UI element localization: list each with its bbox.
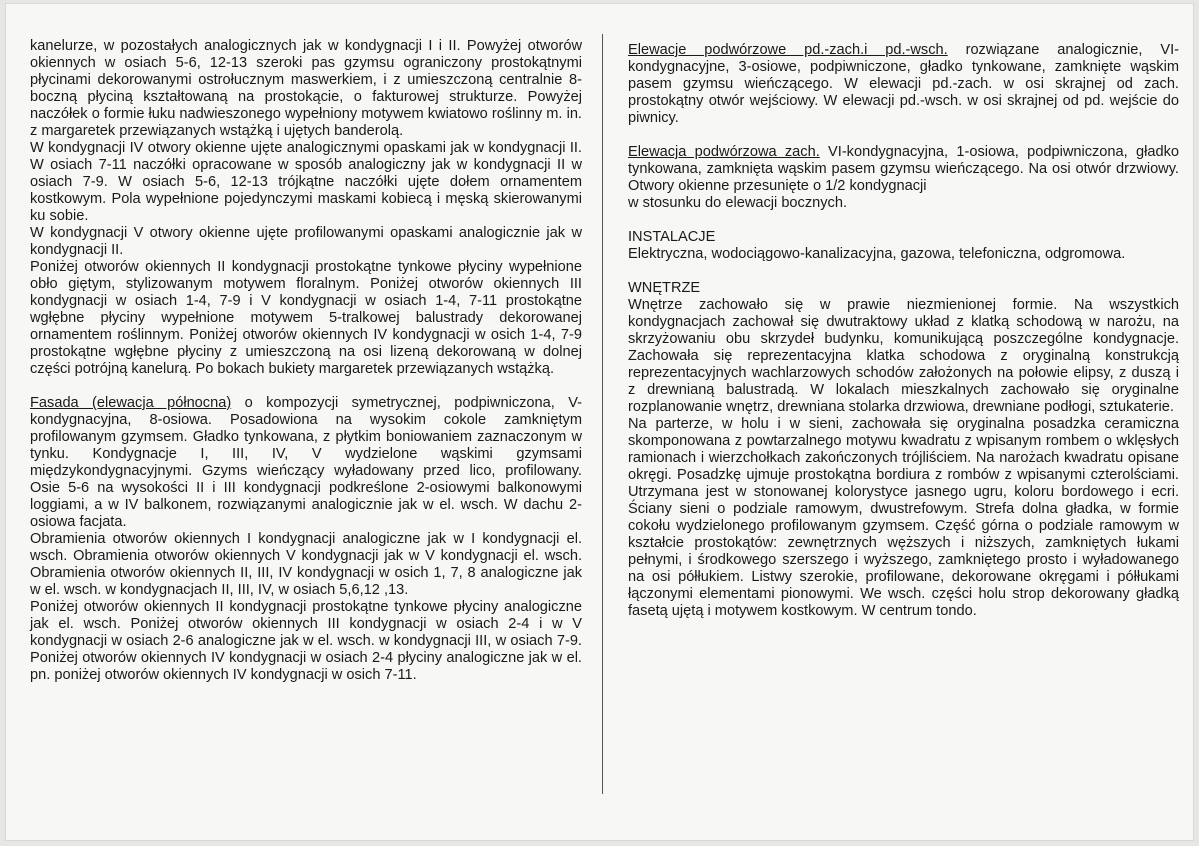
spacer	[30, 378, 582, 395]
paragraph-text: VI-kondygnacyjna, 1-osiowa, podpiwniczona, gładko tynkowana, zamknięta wąskim pasem gzymsu wieńczącego. Na osi otwór drzwiowy. Otwory okienne przesunięte o 1/2 kondygnacji	[628, 144, 1179, 194]
paragraph-elewacje	[628, 42, 1179, 127]
document-page	[6, 4, 1193, 840]
paragraph: w stosunku do elewacji bocznych.	[628, 195, 848, 211]
section-heading-instalacje: INSTALACJE	[628, 229, 716, 245]
paragraph: Poniżej otworów okiennych II kondygnacji prostokątne tynkowe płyciny wypełnione obło giętym, stylizowanym motywem floralnym. Poniżej otworów okiennych III kondygnacji w osiach 1-4, 7-9 i V kondygnacji w osiach 1-4, 7-11 prostokątne wgłębne płyciny wypełnione motywem 5-tralkowej balustrady dekorowanej ornamentem roślinnym. Poniżej otworów okiennych IV kondygnacji w osich 1-4, 7-9 prostokątne wgłębne płyciny z umieszczoną na osi lizeną dekorowaną w dolnej części potrójną kanelurą. Po bokach bukiety margaretek przewiązanych wstążką.	[30, 259, 582, 377]
paragraph-text: rozwiązane analogicznie, VI-kondygnacyjne, 3-osiowe, podpiwniczone, gładko tynkowane, zamknięte wąskim pasem gzymsu wieńczącego. W elewacji pd.-zach. w osi skrajnej od zach. prostokątny otwór wejściowy. W elewacji pd.-wsch. w osi skrajnej od pd. wejście do piwnicy.	[628, 42, 1179, 126]
paragraph: Poniżej otworów okiennych II kondygnacji prostokątne tynkowe płyciny analogiczne jak el. wsch. Poniżej otworów okiennych III kondygnacji w osiach 2-4 i w V kondygnacji w osiach 2-6 analogiczne jak w el. wsch. w kondygnacji III, w osiach 7-9. Poniżej otworów okiennych IV kondygnacji w osiach 2-4 płyciny analogiczne jak w el. pn. poniżej otworów okiennych IV kondygnacji w osich 7-11.	[30, 599, 582, 683]
paragraph: Na parterze, w holu i w sieni, zachowała się oryginalna posadzka ceramiczna skomponowana z powtarzalnego motywu kwadratu z wpisanym rombem o wklęsłych ramionach i wierzchołkach zakończonych trójliściem. Na narożach kwadratu opisane okręgi. Posadzkę ujmuje prostokątna bordiura z rombów z wpisanymi czterolściami. Utrzymana jest w stonowanej kolorystyce jasnego ugru, koloru bordowego i ecri. Ściany sieni o podziale ramowym, dwustrefowym. Strefa dolna gładka, w formie cokołu wydzielonego profilowanym gzymsem. Część górna o podziale ramowym w kształcie prostokątów: zewnętrznych węższych i niższych, zamkniętych łukami pełnymi, i środkowego szerszego i wyższego, zamkniętego prosto i wyładowanego na osi półłukiem. Listwy szerokie, profilowane, dekorowane okręgami i półłukami łączonymi elementami pionowymi. We wsch. części holu strop dekorowany gładką fasetą ujętą i motywem kostkowym. W centrum tondo.	[628, 416, 1179, 619]
section-heading: Elewacja podwórzowa zach.	[628, 144, 820, 160]
paragraph-fasada	[30, 395, 582, 531]
section-heading: Fasada (elewacja północna)	[30, 395, 232, 411]
paragraph: W kondygnacji V otwory okienne ujęte profilowanymi opaskami analogicznie jak w kondygnacji II.	[30, 225, 582, 258]
paragraph-elewacja	[628, 144, 1179, 195]
section-heading: Elewacje podwórzowe pd.-zach.i pd.-wsch.	[628, 42, 948, 58]
paragraph: kanelurze, w pozostałych analogicznych jak w kondygnacji I i II. Powyżej otworów okiennych w osiach 5-6, 12-13 szeroki pas gzymsu ograniczony prostokątnymi płycinami dekorowanymi ostrołucznym maswerkiem, i z umieszczoną centralnie 8-boczną płyciną kształtowaną na prostokącie, o fakturowej strukturze. Powyżej naczółek o formie łuku nadwieszonego wypełniony motywem kwiatowo roślinny m. in. z margaretek przewiązanych wstążką i ujętych banderolą.	[30, 38, 582, 139]
spacer	[628, 127, 1179, 144]
spacer	[628, 212, 1179, 229]
paragraph: Wnętrze zachowało się w prawie niezmienionej formie. Na wszystkich kondygnacjach zachował się dwutraktowy układ z klatką schodową w narożu, na skrzyżowaniu obu skrzydeł budynku, komunikującą poszczególne kondygnacje. Zachowała się reprezentacyjna klatka schodowa z oryginalną konstrukcją reprezentacyjnych wachlarzowych schodów założonych na połowie elipsy, z duszą i z drewnianą balustradą. W lokalach mieszkalnych zachowało się oryginalne rozplanowanie wnętrz, drewniana stolarka drzwiowa, drewniane podłogi, sztukaterie.	[628, 297, 1179, 415]
paragraph: W kondygnacji IV otwory okienne ujęte analogicznymi opaskami jak w kondygnacji II. W osiach 7-11 naczółki opracowane w sposób analogiczny jak w kondygnacji II w osiach 7-9. W osiach 5-6, 12-13 trójkątne naczółki ujęte dołem ornamentem kostkowym. Pola wypełnione pojedynczymi maskami kobiecą i męską skierowanymi ku sobie.	[30, 140, 582, 224]
paragraph: Elektryczna, wodociągowo-kanalizacyjna, gazowa, telefoniczna, odgromowa.	[628, 246, 1126, 262]
right-column	[628, 42, 1179, 620]
left-column	[30, 38, 582, 684]
spacer	[628, 263, 1179, 280]
paragraph-text: o kompozycji symetrycznej, podpiwniczona, V-kondygnacyjna, 8-osiowa. Posadowiona na wysokim cokole zamkniętym profilowanym gzymsem. Gładko tynkowana, z płytkim boniowaniem zaznaczonym w tynku. Kondygnacje I, III, IV, V wydzielone wąskimi gzymsami międzykondygnacyjnymi. Gzyms wieńczący wyładowany przed lico, profilowany. Osie 5-6 na wysokości II i III kondygnacji podkreślone 2-osiowymi balkonowymi loggiami, a w IV balkonem, rozwiązanymi analogicznie jak w el. wsch. W dachu 2-osiowa facjata.	[30, 395, 582, 530]
column-divider	[602, 34, 603, 794]
paragraph: Obramienia otworów okiennych I kondygnacji analogiczne jak w I kondygnacji el. wsch. Obramienia otworów okiennych V kondygnacji jak w V kondygnacji el. wsch. Obramienia otworów okiennych II, III, IV kondygnacji w osich 1, 7, 8 analogiczne jak w el. wsch. w kondygnacjach II, III, IV, w osiach 5,6,12 ,13.	[30, 531, 582, 598]
section-heading-wnetrze: WNĘTRZE	[628, 280, 701, 296]
